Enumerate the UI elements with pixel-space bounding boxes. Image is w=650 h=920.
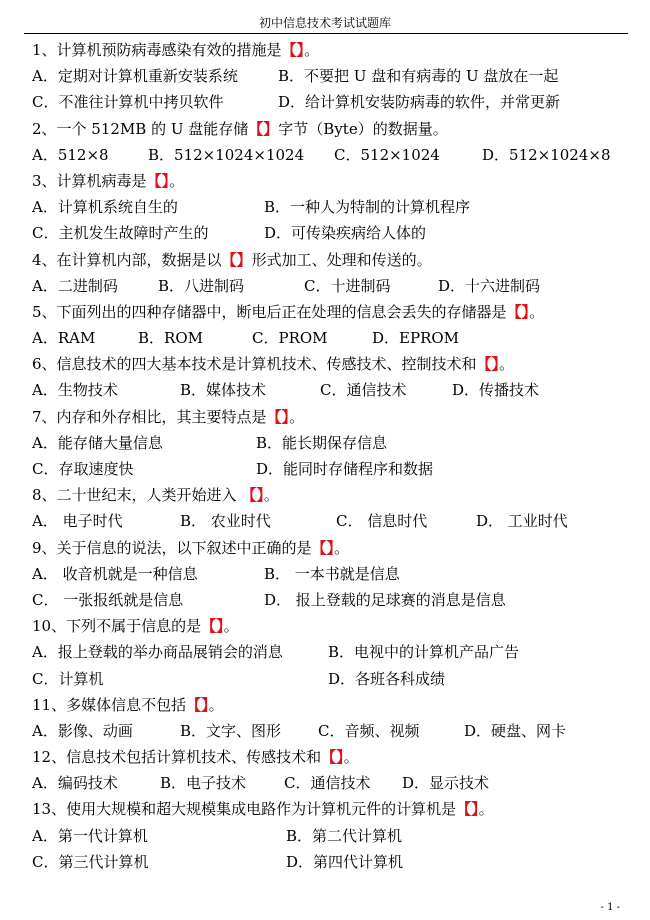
- option-d: D． 工业时代: [476, 512, 568, 531]
- option-b: B．电视中的计算机产品广告: [328, 643, 520, 662]
- option-row: [32, 561, 632, 587]
- question-stem: [32, 796, 632, 822]
- question-text: 12、信息技术包括计算机技术、传感技术和: [32, 748, 322, 767]
- question-text-tail: 。: [499, 355, 515, 374]
- answer-blank: 【】: [186, 695, 209, 714]
- option-c: C．通信技术: [320, 381, 407, 400]
- option-b: B．媒体技术: [180, 381, 267, 400]
- question-stem: [32, 692, 632, 718]
- option-row: [32, 142, 632, 168]
- question-stem: [32, 535, 632, 561]
- option-d: D．EPROM: [372, 329, 460, 348]
- option-d: D．十六进制码: [438, 276, 541, 295]
- question-text: 10、下列不属于信息的是: [32, 617, 202, 636]
- option-row: [32, 325, 632, 351]
- answer-blank: 【】: [248, 119, 279, 138]
- option-d: D．第四代计算机: [286, 852, 404, 871]
- option-row: [32, 666, 632, 692]
- option-b: B．文字、图形: [180, 721, 282, 740]
- option-a: A．生物技术: [32, 381, 118, 400]
- option-row: [32, 456, 632, 482]
- option-row: [32, 430, 632, 456]
- answer-blank: 【】: [456, 800, 479, 819]
- option-row: [32, 849, 632, 875]
- option-b: B．能长期保存信息: [256, 433, 388, 452]
- question-text: 13、使用大规模和超大规模集成电路作为计算机元件的计算机是: [32, 800, 457, 819]
- question-text-tail: 。: [223, 617, 239, 636]
- question-text: 2、一个 512MB 的 U 盘能存储: [32, 119, 249, 138]
- option-d: D．能同时存储程序和数据: [256, 460, 434, 478]
- option-row: [32, 194, 632, 220]
- question-text: 6、信息技术的四大基本技术是计算机技术、传感技术、控制技术和: [32, 355, 477, 374]
- answer-blank: 【】: [221, 250, 252, 269]
- option-d: D． 报上登载的足球赛的消息是信息: [264, 590, 506, 609]
- question-stem: [32, 247, 632, 273]
- question-text-tail: 。: [343, 748, 359, 767]
- question-list: [32, 37, 632, 875]
- option-row: [32, 273, 632, 299]
- question-stem: [32, 744, 632, 770]
- question-text-tail: 形式加工、处理和传送的。: [251, 250, 432, 269]
- option-c: C．第三代计算机: [32, 852, 149, 871]
- option-b: B． 农业时代: [180, 512, 271, 531]
- question-text: 5、下面列出的四种存储器中，断电后正在处理的信息会丢失的存储器是: [32, 302, 507, 321]
- answer-blank: 【】: [476, 355, 500, 374]
- option-row: [32, 718, 632, 744]
- question-stem: [32, 404, 632, 430]
- question-text-tail: 。: [304, 41, 320, 59]
- question-text-tail: 。: [169, 171, 185, 190]
- question-stem: [32, 116, 632, 142]
- question-text: 4、在计算机内部，数据是以: [32, 250, 222, 269]
- option-b: B．512×1024×1024: [148, 145, 305, 164]
- option-d: D．给计算机安装防病毒的软件，并常更新: [278, 93, 561, 112]
- option-a: A．编码技术: [32, 774, 118, 793]
- option-a: A．RAM: [32, 329, 96, 348]
- option-row: [32, 377, 632, 403]
- question-text: 9、关于信息的说法，以下叙述中正确的是: [32, 538, 312, 557]
- option-c: C．计算机: [32, 669, 104, 688]
- question-stem: [32, 351, 632, 377]
- option-row: [32, 823, 632, 849]
- option-a: A．定期对计算机重新安装系统: [32, 67, 238, 86]
- option-a: A．影像、动画: [32, 721, 133, 740]
- header-rule: [24, 33, 628, 34]
- option-a: A． 收音机就是一种信息: [32, 564, 198, 583]
- option-c: C． 信息时代: [336, 512, 428, 531]
- question-stem: [32, 168, 632, 194]
- question-stem: [32, 482, 632, 508]
- option-b: B．一种人为特制的计算机程序: [264, 198, 471, 217]
- question-text: 3、计算机病毒是: [32, 171, 147, 190]
- option-row: [32, 508, 632, 534]
- question-text-tail: 。: [334, 538, 350, 557]
- question-text-tail: 。: [529, 302, 545, 321]
- answer-blank: 【】: [241, 486, 264, 505]
- answer-blank: 【】: [266, 407, 290, 426]
- answer-blank: 【】: [201, 617, 224, 636]
- option-d: D．可传染疾病给人体的: [264, 224, 427, 243]
- question-text: 1、计算机预防病毒感染有效的措施是: [32, 41, 282, 59]
- option-b: B．电子技术: [160, 774, 247, 793]
- option-a: A．能存储大量信息: [32, 433, 163, 452]
- question-stem: [32, 37, 632, 63]
- option-row: [32, 220, 632, 246]
- option-a: A．512×8: [32, 145, 109, 164]
- answer-blank: 【】: [281, 41, 305, 59]
- option-row: [32, 587, 632, 613]
- answer-blank: 【】: [146, 171, 170, 190]
- question-text-tail: 。: [289, 407, 305, 426]
- question-text: 7、内存和外存相比，其主要特点是: [32, 407, 267, 426]
- option-b: B．不要把 U 盘和有病毒的 U 盘放在一起: [278, 67, 559, 86]
- option-a: A．第一代计算机: [32, 826, 148, 845]
- option-d: D．各班各科成绩: [328, 669, 446, 688]
- option-c: C．PROM: [252, 329, 328, 348]
- question-text-tail: 。: [208, 695, 224, 714]
- option-a: A． 电子时代: [32, 512, 123, 531]
- question-stem: [32, 299, 632, 325]
- option-d: D．显示技术: [402, 774, 490, 793]
- option-a: A．计算机系统自生的: [32, 198, 178, 217]
- question-text-tail: 字节（Byte）的数据量。: [278, 119, 448, 138]
- option-c: C．音频、视频: [318, 721, 420, 740]
- option-d: D．传播技术: [452, 381, 540, 400]
- option-b: B． 一本书就是信息: [264, 564, 400, 583]
- option-row: [32, 89, 632, 115]
- option-a: A．二进制码: [32, 276, 118, 295]
- page-number: - 1 -: [600, 902, 620, 913]
- answer-blank: 【】: [321, 748, 344, 767]
- answer-blank: 【】: [311, 538, 335, 557]
- question-text: 8、二十世纪末，人类开始进入: [32, 486, 242, 505]
- option-d: D．硬盘、网卡: [464, 721, 567, 740]
- option-row: [32, 63, 632, 89]
- option-c: C．十进制码: [304, 276, 391, 295]
- question-text-tail: 。: [478, 800, 494, 819]
- option-c: C． 一张报纸就是信息: [32, 590, 184, 609]
- option-b: B．第二代计算机: [286, 826, 403, 845]
- option-d: D．512×1024×8: [482, 145, 611, 164]
- option-row: [32, 639, 632, 665]
- option-c: C．通信技术: [284, 774, 371, 793]
- option-b: B．八进制码: [158, 276, 245, 295]
- option-row: [32, 770, 632, 796]
- option-c: C．512×1024: [334, 145, 440, 164]
- option-a: A．报上登载的举办商品展销会的消息: [32, 643, 283, 662]
- option-c: C．存取速度快: [32, 460, 134, 478]
- option-c: C．主机发生故障时产生的: [32, 224, 209, 243]
- question-stem: [32, 613, 632, 639]
- option-c: C．不准往计算机中拷贝软件: [32, 93, 224, 112]
- question-text: 11、多媒体信息不包括: [32, 695, 187, 714]
- page-header: 初中信息技术考试试题库: [258, 16, 391, 30]
- question-text-tail: 。: [263, 486, 279, 505]
- option-b: B．ROM: [138, 329, 203, 348]
- answer-blank: 【】: [506, 302, 530, 321]
